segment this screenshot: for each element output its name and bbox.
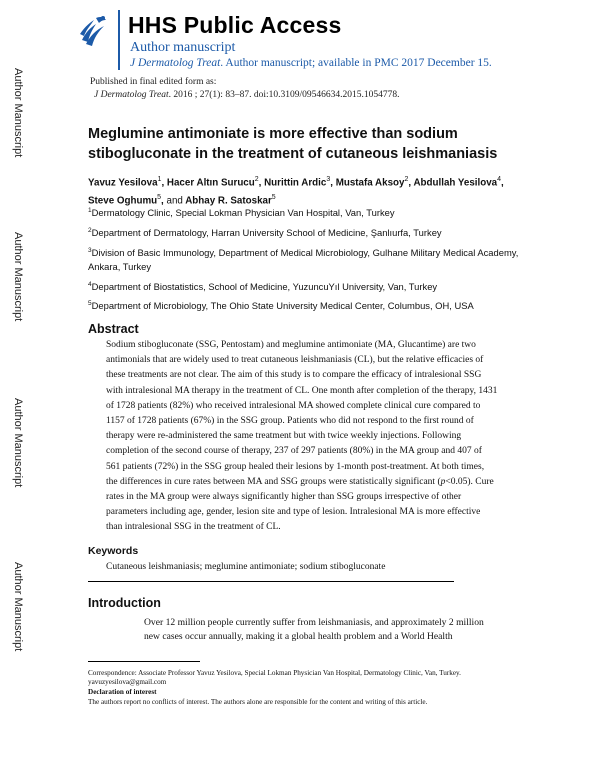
affiliation: $^2$Department of Dermatology, Harran University School of Medicine, Şanlıurfa, Turkey — [88, 227, 442, 239]
citation — [94, 90, 400, 100]
citation-journal: J Dermatolog Treat — [94, 90, 169, 100]
author-name[interactable]: Steve Oghumu — [88, 195, 158, 207]
divider — [88, 581, 454, 582]
affiliation: $^4$Department of Biostatistics, School of Medicine, YuzuncuYıl University, Van, Turkey — [88, 281, 438, 293]
author-list: Yavuz Yesilova$^1$, Hacer Altın Surucu$^2$, Nurittin Ardic$^3$, Mustafa Aksoy$^2$, Abdullah Yesilova$^4$, Steve Oghumu$^5$, and Abhay R. Satoskar$^5$ — [88, 176, 504, 207]
article-title: Meglumine antimoniate is more effective than sodium stibogluconate in the treatment of cutaneous leishmaniasis — [88, 126, 498, 162]
side-label: Author Manuscript — [12, 68, 24, 158]
abstract-body: Sodium stibogluconate (SSG, Pentostam) and meglumine antimoniate (MA, Glucantime) are two antimonials that are widely used to treat cutaneous leishmaniasis (CL), but the relative efficacies of these treatments are not clear. The aim of this study is to compare the efficacy of intralesional SSG with intralesional MA therapy in the treatment of CL. One month after completion of the therapy, 1431 of 1728 patients (82%) who received intralesional MA showed complete clinical cure compared to 1157 of 1728 patients (67%) in the SSG group. Patients who did not respond to the first round of therapy were re-administered the same treatment but with twice weekly injections. Following completion of the second course of therapy, 237 of 297 patients (80%) in the MA group and 407 of 561 patients (72%) in the SSG group healed their lesions by 1-month post-treatment. At both times, the differences in cure rates between MA and SSG groups were statistically significant (p<0.05). Cure rates in the MA group were always significantly higher than SSG groups irrespective of other parameters including age, gender, lesion site and type of lesion. Intralesional MA is more effective than intralesional SSG in the treatment of CL. — [106, 340, 498, 533]
author-name[interactable]: Abdullah Yesilova — [413, 177, 498, 189]
correspondence-email[interactable]: yavuzyesilova@gmail.com — [88, 678, 167, 686]
author-sup: 5 — [271, 194, 276, 202]
author-sup: 3 — [326, 176, 331, 183]
introduction-heading: Introduction — [88, 596, 161, 610]
correspondence: Correspondence: Associate Professor Yavuz Yesilova, Special Lokman Physician Van Hospital, Dermatology Clinic, Van, Turkey. — [88, 669, 461, 677]
citation-details: . 2016 ; 27(1): 83–87. doi:10.3109/09546634.2015.1054778. — [168, 90, 400, 100]
affiliation: $^5$Department of Microbiology, The Ohio State University Medical Center, Columbus, OH, USA — [88, 300, 474, 312]
manuscript-label: Author manuscript — [130, 40, 236, 55]
side-label: Author Manuscript — [12, 562, 24, 652]
published-label: Published in final edited form as: — [90, 77, 217, 87]
side-label: Author Manuscript — [12, 398, 24, 488]
interest-heading: Declaration of interest — [88, 688, 157, 696]
header-rule — [118, 10, 120, 70]
availability-text: . Author manuscript; available in PMC 2017 December 15. — [220, 57, 492, 69]
intro-text: Over 12 million people currently suffer from leishmaniasis, and approximately 2 million — [144, 617, 484, 628]
journal-availability — [130, 57, 492, 69]
author-name[interactable]: Yavuz Yesilova — [88, 177, 158, 189]
author-sup: 4 — [497, 176, 502, 183]
author-name[interactable]: Nurittin Ardic — [264, 177, 327, 189]
keywords-text: Cutaneous leishmaniasis; meglumine antimoniate; sodium stibogluconate — [106, 562, 386, 572]
abstract-heading: Abstract — [88, 322, 139, 336]
author-sup: 5 — [157, 194, 162, 202]
keywords-heading: Keywords — [88, 545, 139, 557]
intro-text: new cases occur annually, making it a global health problem and a World Health — [144, 631, 453, 642]
author-name[interactable]: Abhay R. Satoskar — [185, 195, 272, 207]
interest-text: The authors report no conflicts of interest. The authors alone are responsible for the content and writing of this article. — [88, 698, 428, 706]
author-name[interactable]: Mustafa Aksoy — [335, 177, 405, 189]
hhs-eagle-logo — [76, 10, 112, 50]
affiliation: $^3$Division of Basic Immunology, Department of Medical Microbiology, Gulhane Military Medical Academy, Ankara, Turkey — [88, 247, 519, 273]
affiliation: $^1$Dermatology Clinic, Special Lokman Physician Van Hospital, Van, Turkey — [88, 207, 395, 219]
author-name[interactable]: Hacer Altın Surucu — [166, 177, 255, 189]
author-sup: 2 — [404, 176, 409, 183]
journal-name[interactable]: J Dermatolog Treat — [130, 57, 221, 69]
hhs-title: HHS Public Access — [128, 12, 342, 38]
side-label: Author Manuscript — [12, 232, 24, 322]
footnote-divider — [88, 661, 200, 662]
author-sup: 1 — [157, 176, 162, 183]
author-sup: 2 — [254, 176, 259, 183]
